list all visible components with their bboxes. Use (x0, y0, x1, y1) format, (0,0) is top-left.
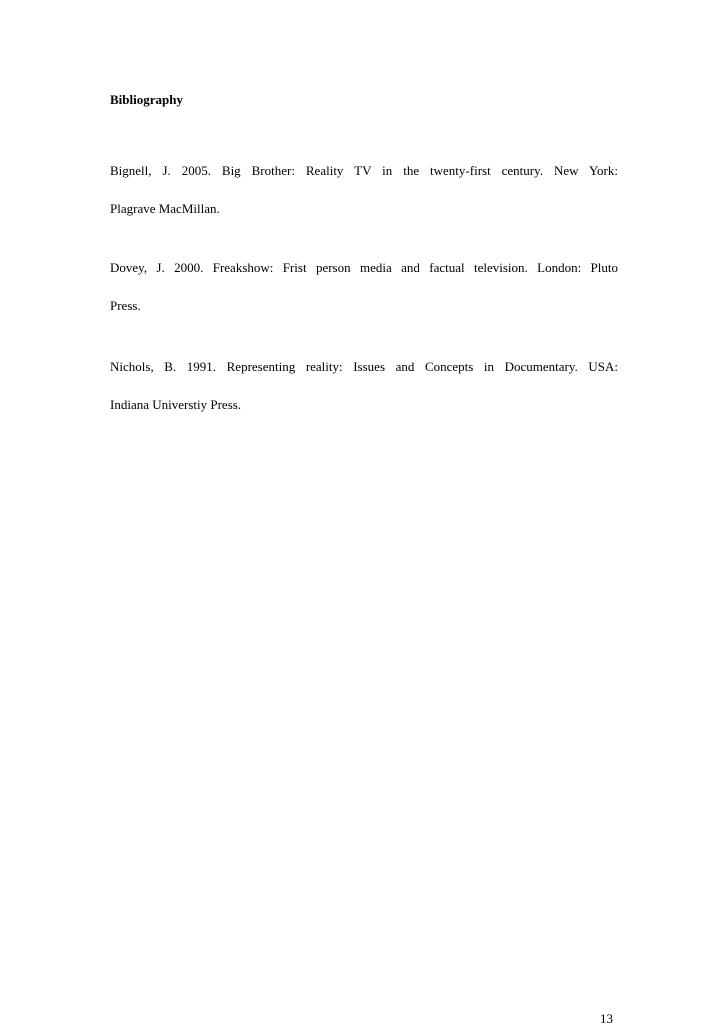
entry-line: Nichols, B. 1991. Representing reality: Issues and Concepts in Documentary. USA: (110, 359, 618, 374)
bibliography-entry-nichols (110, 359, 618, 413)
page-number: 13 (600, 1011, 613, 1026)
bibliography-entry-bignell (110, 163, 618, 217)
bibliography-heading: Bibliography (110, 92, 183, 107)
entry-line: Dovey, J. 2000. Freakshow: Frist person media and factual television. London: Pluto (110, 260, 618, 275)
entry-line: Bignell, J. 2005. Big Brother: Reality TV in the twenty-first century. New York: (110, 163, 618, 178)
bibliography-entry-dovey (110, 260, 618, 314)
entry-line: Indiana Universtiy Press. (110, 397, 242, 412)
entry-line: Press. (110, 298, 141, 313)
entry-line: Plagrave MacMillan. (110, 201, 220, 216)
